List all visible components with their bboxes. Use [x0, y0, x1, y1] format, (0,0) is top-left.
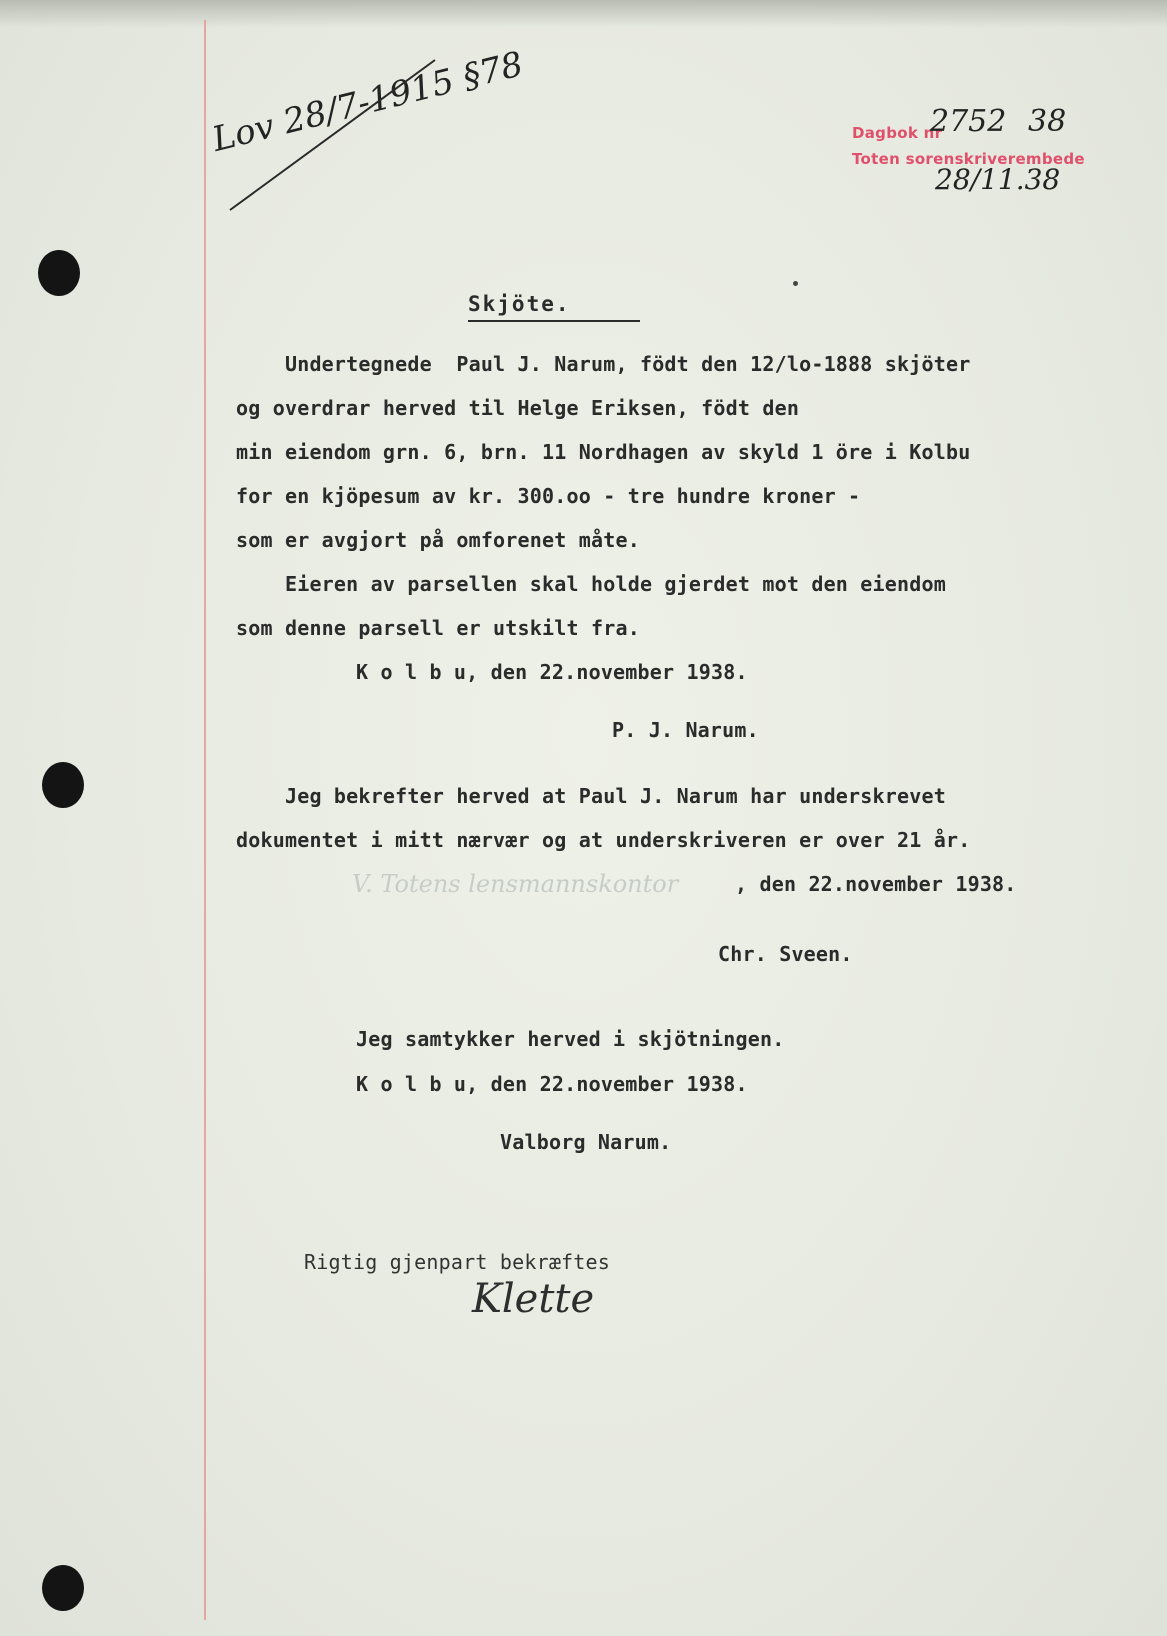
confirmation-line: Jeg bekrefter herved at Paul J. Narum har underskrevet	[236, 784, 946, 808]
body-line: Undertegnede Paul J. Narum, födt den 12/lo-1888 skjöter	[236, 352, 971, 376]
signature-2: Chr. Sveen.	[718, 942, 853, 966]
signature-3: Valborg Narum.	[500, 1130, 672, 1154]
stamp-date: 28/11.38	[935, 163, 1061, 196]
stamp-number: 2752	[930, 104, 1007, 139]
consent-line: Jeg samtykker herved i skjötningen.	[356, 1027, 785, 1051]
punch-hole-2	[42, 762, 84, 808]
stamp-line-1: Dagbok nr	[852, 124, 943, 142]
punch-hole-3	[42, 1565, 84, 1611]
stamp-line-2: Toten sorenskriverembede	[852, 150, 1085, 168]
document-title: Skjöte.	[468, 292, 571, 316]
faint-office-stamp: V. Totens lensmannskontor	[352, 870, 679, 898]
margin-line	[204, 20, 206, 1620]
title-underline	[468, 320, 640, 322]
punch-hole-1	[38, 250, 80, 296]
place-date-3: K o l b u, den 22.november 1938.	[356, 1072, 748, 1096]
law-reference-annotation: Lov 28/7-1915 §78	[208, 44, 528, 161]
annotation-underline	[225, 55, 445, 215]
confirmation-line: dokumentet i mitt nærvær og at underskriveren er over 21 år.	[236, 828, 971, 852]
scan-top-shadow	[0, 0, 1167, 28]
body-line: for en kjöpesum av kr. 300.oo - tre hundre kroner -	[236, 484, 861, 508]
body-line: Eieren av parsellen skal holde gjerdet mot den eiendom	[236, 572, 946, 596]
date-2: , den 22.november 1938.	[735, 872, 1017, 896]
stamp-year: 38	[1028, 104, 1067, 139]
certification-line: Rigtig gjenpart bekræftes	[304, 1250, 611, 1274]
signature-1: P. J. Narum.	[612, 718, 759, 742]
body-line: som denne parsell er utskilt fra.	[236, 616, 640, 640]
body-line: som er avgjort på omforenet måte.	[236, 528, 640, 552]
ink-dot	[793, 281, 798, 286]
body-line: og overdrar herved til Helge Eriksen, födt den	[236, 396, 800, 420]
body-line: min eiendom grn. 6, brn. 11 Nordhagen av skyld 1 öre i Kolbu	[236, 440, 971, 464]
certification-signature: Klette	[472, 1276, 595, 1322]
place-date-1: K o l b u, den 22.november 1938.	[356, 660, 748, 684]
